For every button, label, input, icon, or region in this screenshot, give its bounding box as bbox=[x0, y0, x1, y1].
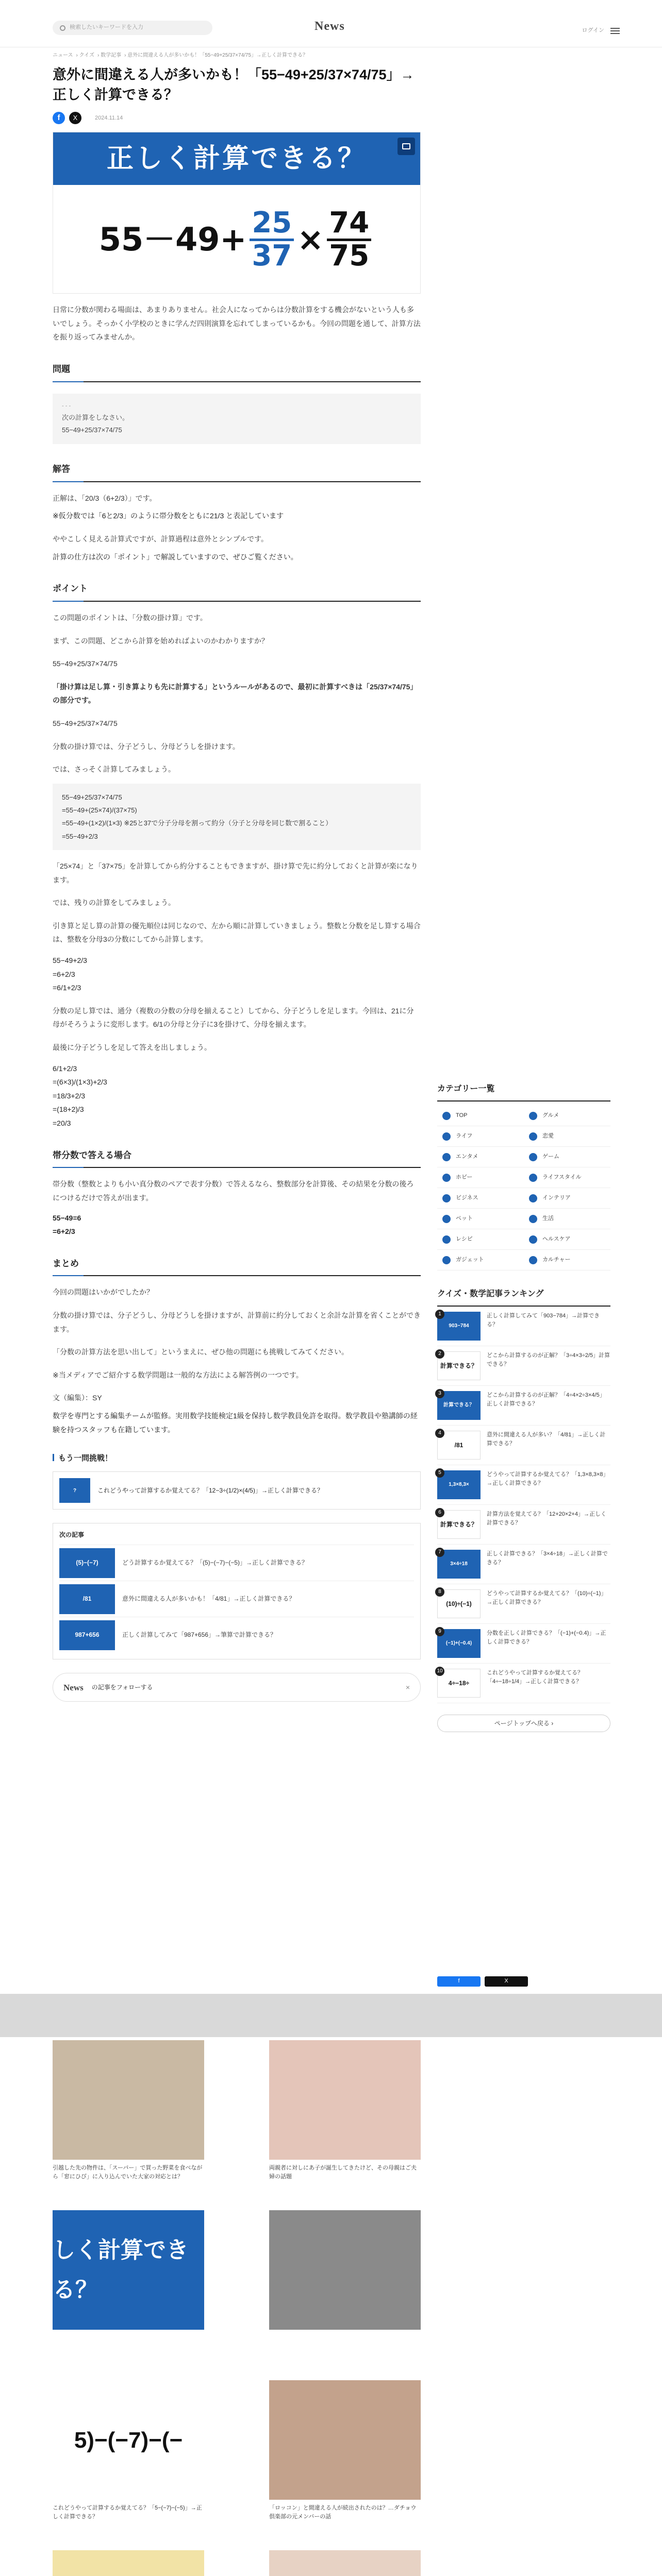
recommended-image bbox=[269, 2550, 421, 2576]
ranking-title: 計算方法を覚えてる？「12+20×2+4」→正しく計算できる？ bbox=[487, 1511, 606, 1527]
category-icon bbox=[442, 1235, 451, 1244]
point-line: 「掛け算は足し算・引き算よりも先に計算する」というルールがあるので、最初に計算すべきは「25/37×74/75」の部分です。 bbox=[53, 682, 418, 705]
point-line: 分数の足し算では、通分（複数の分数の分母を揃えること）してから、分子どうしを足します。今回は、21に分母がそろうように変形します。6/1の分母と分子に3を掛けて、分母を揃えます。 bbox=[53, 1006, 414, 1029]
recommended-caption: 引越した先の物件は、「スーパー」で買った野菜を食べながら「窓にひび」に入り込んでいた大家の対応とは？ bbox=[53, 2165, 203, 2180]
calc2-box bbox=[53, 954, 421, 995]
recommended-card[interactable] bbox=[53, 2210, 204, 2380]
category-item[interactable] bbox=[437, 1167, 524, 1188]
category-label: インテリア bbox=[542, 1194, 571, 1201]
category-icon bbox=[442, 1256, 451, 1264]
recommended-caption: 「ロッコン」と間違える人が続出されたのは？…ダチョウ倶楽部の元メンバーの話 bbox=[269, 2505, 417, 2520]
hero-expression bbox=[53, 198, 420, 281]
answer-heading: 解答 bbox=[53, 462, 421, 482]
ranking-thumbnail: /81 bbox=[437, 1431, 481, 1460]
category-label: レシピ bbox=[456, 1235, 473, 1242]
ranking-title: これどうやって計算するか覚えてる？「4÷−18÷1/4」→正しく計算できる？ bbox=[487, 1670, 583, 1685]
point-line: 分数の掛け算では、分子どうし、分母どうしを掛けます。 bbox=[53, 742, 240, 751]
category-item[interactable] bbox=[524, 1167, 610, 1188]
calc-line: 55−49+25/37×74/75 bbox=[62, 793, 122, 801]
site-header bbox=[0, 0, 662, 47]
point-line: 引き算と足し算の計算の優先順位は同じなので、左から順に計算していきましょう。整数と分数を足し算する場合は、整数を分母3の分数にしてから計算します。 bbox=[53, 921, 421, 944]
ranking-heading: クイズ・数学記事ランキング bbox=[437, 1287, 610, 1307]
category-label: ヘルスケア bbox=[542, 1235, 571, 1242]
category-icon bbox=[529, 1256, 537, 1264]
point-heading: ポイント bbox=[53, 581, 421, 602]
category-item[interactable] bbox=[524, 1188, 610, 1209]
category-label: 恋愛 bbox=[542, 1132, 554, 1139]
fraction-numerator: 74 bbox=[327, 208, 371, 241]
next-article-title: どう計算するか覚えてる？「(5)−(−7)−(−5)」→正しく計算できる？ bbox=[122, 1559, 308, 1567]
x-share-button[interactable]: X bbox=[485, 1976, 528, 1987]
recommended-image bbox=[53, 2040, 204, 2160]
point-line: 55−49+25/37×74/75 bbox=[53, 719, 118, 727]
close-icon[interactable]: × bbox=[405, 1683, 410, 1692]
ranking-item[interactable] bbox=[437, 1545, 610, 1584]
hero-corner-icon bbox=[398, 138, 415, 155]
rank-number: 9 bbox=[435, 1627, 444, 1636]
summary-line: 今回の問題はいかがでしたか？ bbox=[53, 1288, 154, 1297]
recommended-caption: 両親者に対しにあ子が誕生してきたけど、その母親はご夫婦の話題 bbox=[269, 2165, 417, 2180]
article-main bbox=[53, 47, 421, 1702]
next-article-thumbnail: 987+656 bbox=[59, 1620, 115, 1650]
category-item[interactable] bbox=[524, 1209, 610, 1229]
ranking-title: 意外に間違える人が多い？「4/81」→正しく計算できる？ bbox=[487, 1432, 606, 1447]
category-item[interactable] bbox=[437, 1229, 524, 1250]
category-label: TOP bbox=[456, 1112, 468, 1118]
rank-number: 2 bbox=[435, 1349, 444, 1359]
mixed-heading: 帯分数で答える場合 bbox=[53, 1148, 421, 1168]
ranking-list bbox=[437, 1307, 610, 1703]
category-icon bbox=[442, 1112, 451, 1120]
category-heading: カテゴリー一覧 bbox=[437, 1082, 610, 1101]
category-item[interactable] bbox=[437, 1106, 524, 1126]
facebook-share-button[interactable]: f bbox=[437, 1976, 481, 1987]
category-item[interactable] bbox=[437, 1188, 524, 1209]
summary-line: 分数の掛け算では、分子どうし、分母どうしを掛けますが、計算前に約分しておくと余計な計算を省くことができます。 bbox=[53, 1311, 421, 1333]
category-icon bbox=[442, 1132, 451, 1141]
recommended-caption: これどうやって計算するか覚えてる？「5−(−7)−(−5)」→正しく計算できる？ bbox=[53, 2505, 202, 2520]
answer-line: 計算の仕方は次の「ポイント」で解説していますので、ぜひご覧ください。 bbox=[53, 552, 298, 561]
summary-line: 文（編集）：SY bbox=[53, 1394, 102, 1402]
sidebar-share bbox=[437, 1976, 528, 1987]
recommended-card[interactable] bbox=[53, 2380, 204, 2550]
fraction-numerator: 25 bbox=[250, 208, 294, 241]
follow-bar[interactable] bbox=[53, 1673, 421, 1702]
recommended-image bbox=[269, 2210, 421, 2330]
menu-icon[interactable] bbox=[610, 28, 620, 34]
category-label: カルチャー bbox=[542, 1256, 571, 1263]
next-article-thumbnail: (5)−(−7) bbox=[59, 1548, 115, 1578]
rank-number: 1 bbox=[435, 1310, 444, 1319]
ranking-item[interactable] bbox=[437, 1505, 610, 1545]
more-card[interactable] bbox=[53, 1471, 421, 1510]
mixed-text: 帯分数（整数とよりも小い真分数のペアで表す分数）で答えるなら、整数部分を計算後、その結果を分数の後ろにつけるだけで答えが出ます。 bbox=[53, 1180, 414, 1202]
category-label: 生活 bbox=[542, 1215, 554, 1222]
breadcrumb-item[interactable]: ニュース bbox=[53, 53, 73, 58]
recommended-caption bbox=[53, 2334, 204, 2360]
calc-line: =6+2/3 bbox=[53, 970, 75, 978]
rank-number: 6 bbox=[435, 1508, 444, 1517]
next-article-item[interactable] bbox=[59, 1545, 414, 1581]
category-grid bbox=[437, 1106, 610, 1270]
answer-line: ややこしく見える計算式ですが、計算過程は意外とシンプルです。 bbox=[53, 535, 268, 544]
calc-line: =(6×3)/(1×3)+2/3 bbox=[53, 1078, 107, 1087]
rank-number: 7 bbox=[435, 1548, 444, 1557]
recommended-card[interactable] bbox=[53, 2550, 204, 2576]
category-icon bbox=[442, 1215, 451, 1223]
ranking-item[interactable] bbox=[437, 1584, 610, 1624]
category-icon bbox=[529, 1194, 537, 1202]
ranking-item[interactable] bbox=[437, 1624, 610, 1664]
calc-line: =55−49+(25×74)/(37×75) bbox=[62, 806, 137, 815]
category-label: ホビー bbox=[456, 1174, 473, 1180]
calc3-box bbox=[53, 1062, 421, 1130]
category-item[interactable] bbox=[524, 1126, 610, 1147]
ranking-item[interactable] bbox=[437, 1307, 610, 1346]
category-item[interactable] bbox=[524, 1250, 610, 1270]
ranking-thumbnail: (10)÷(−1) bbox=[437, 1589, 481, 1618]
category-icon bbox=[529, 1132, 537, 1141]
recommended-image bbox=[53, 2550, 204, 2576]
category-item[interactable] bbox=[437, 1250, 524, 1270]
category-icon bbox=[442, 1194, 451, 1202]
recommended-image: しく計算できる？ bbox=[53, 2210, 204, 2330]
breadcrumb: ニュース › クイズ › 数学記事 › 意外に間違える人が多いかも！「55−49+25/37×74/75」→正しく計算できる？ bbox=[53, 53, 308, 58]
ranking-title: どこから計算するのが正解？「3÷4×3÷2/5」計算できる？ bbox=[487, 1352, 610, 1368]
calc-line: =(18+2)/3 bbox=[53, 1105, 84, 1114]
ranking-thumbnail: (−1)+(−0.4) bbox=[437, 1629, 481, 1658]
ranking-item[interactable] bbox=[437, 1346, 610, 1386]
rank-number: 8 bbox=[435, 1587, 444, 1597]
breadcrumb-item: 意外に間違える人が多いかも！「55−49+25/37×74/75」→正しく計算できる？ bbox=[127, 53, 308, 58]
ranking-thumbnail: 計算できる？ bbox=[437, 1510, 481, 1539]
summary-line: ※当メディアでご紹介する数学問題は一般的な方法による解答例の一つです。 bbox=[53, 1370, 303, 1379]
page-top-button[interactable]: ページトップへ戻る › bbox=[437, 1715, 610, 1732]
question-box bbox=[53, 394, 421, 444]
ranking-title: 分数を正しく計算できる？「(−1)+(−0.4)」→正しく計算できる？ bbox=[487, 1630, 606, 1646]
calc-line: =55−49+2/3 bbox=[62, 832, 98, 840]
recommended-grid bbox=[53, 2040, 421, 2576]
answer-line: 正解は、「20/3（6+2/3）」です。 bbox=[53, 494, 157, 502]
point-line: まず、この問題、どこから計算を始めればよいのかわかりますか？ bbox=[53, 636, 269, 645]
category-icon bbox=[442, 1174, 451, 1182]
search-icon bbox=[60, 25, 65, 31]
publish-date: 2024.11.14 bbox=[95, 114, 123, 121]
more-card-text: これどうやって計算するか覚えてる？「12−3÷(1/2)×(4/5)」→正しく計算できる？ bbox=[97, 1486, 323, 1494]
hero-fraction-1 bbox=[250, 208, 294, 272]
category-label: エンタメ bbox=[456, 1153, 478, 1160]
summary-line: 数学を専門とする編集チームが監修。実用数学技能検定1級を保持し数学教員免許を取得。数学教員や塾講師の経験を持つスタッフも在籍しています。 bbox=[53, 1412, 418, 1434]
site-logo[interactable] bbox=[315, 15, 345, 37]
facebook-share-icon[interactable]: f bbox=[53, 112, 65, 124]
point-line: 最後に分子どうしを足して答えを出しましょう。 bbox=[53, 1043, 211, 1052]
recommended-card[interactable] bbox=[269, 2380, 421, 2550]
category-label: ビジネス bbox=[456, 1194, 478, 1201]
question-heading: 問題 bbox=[53, 362, 421, 382]
next-heading: 次の記事 bbox=[59, 1531, 85, 1539]
next-article-title: 意外に間違える人が多いかも！「4/81」→正しく計算できる？ bbox=[122, 1595, 295, 1603]
category-label: ガジェット bbox=[456, 1256, 484, 1263]
calc-line: =6/1+2/3 bbox=[53, 984, 81, 992]
sidebar bbox=[437, 1082, 610, 1732]
calc-line: =20/3 bbox=[53, 1118, 71, 1127]
share-row bbox=[53, 111, 421, 125]
header-links bbox=[582, 26, 620, 36]
category-icon bbox=[529, 1235, 537, 1244]
breadcrumb-item[interactable]: クイズ bbox=[79, 53, 95, 58]
category-icon bbox=[529, 1215, 537, 1223]
summary-line: 「分数の計算方法を思い出して」というまえに、ぜひ他の問題にも挑戦してみてください。 bbox=[53, 1348, 349, 1357]
question-line: 次の計算をしなさい。 bbox=[62, 413, 129, 421]
point-line: では、残りの計算をしてみましょう。 bbox=[53, 899, 175, 907]
recommended-image bbox=[269, 2380, 421, 2500]
ranking-item[interactable] bbox=[437, 1426, 610, 1465]
next-article-item[interactable] bbox=[59, 1617, 414, 1653]
hero-banner bbox=[53, 132, 420, 185]
follow-text: の記事をフォローする bbox=[91, 1683, 153, 1691]
x-share-icon[interactable]: X bbox=[69, 112, 81, 124]
ranking-thumbnail: 4÷−18÷ bbox=[437, 1669, 481, 1698]
category-item[interactable] bbox=[437, 1147, 524, 1167]
ranking-thumbnail: 3×4÷18 bbox=[437, 1550, 481, 1579]
more-heading: もう一問挑戦！ bbox=[53, 1452, 421, 1465]
follow-logo: News bbox=[63, 1682, 84, 1692]
ranking-thumbnail: 1,3×8,3× bbox=[437, 1470, 481, 1499]
ranking-title: どうやって計算するか覚えてる？「(10)÷(−1)」→正しく計算できる？ bbox=[487, 1590, 607, 1606]
mixed-calc bbox=[53, 1211, 421, 1239]
category-icon bbox=[529, 1153, 537, 1161]
calc-line: 6/1+2/3 bbox=[53, 1064, 77, 1073]
article-title: 意外に間違える人が多いかも！「55−49+25/37×74/75」→正しく計算できる？ bbox=[53, 67, 415, 103]
ranking-thumbnail: 903−784 bbox=[437, 1312, 481, 1341]
next-articles bbox=[53, 1523, 421, 1659]
category-label: グルメ bbox=[542, 1112, 559, 1118]
ranking-item[interactable] bbox=[437, 1664, 610, 1703]
rank-number: 3 bbox=[435, 1389, 444, 1398]
question-line: 55−49+25/37×74/75 bbox=[62, 426, 122, 434]
category-item[interactable] bbox=[437, 1209, 524, 1229]
fraction-denominator: 37 bbox=[252, 239, 292, 273]
rank-number: 4 bbox=[435, 1429, 444, 1438]
recommended-card[interactable] bbox=[269, 2210, 421, 2380]
ranking-title: どうやって計算するか覚えてる？「1,3×8,3×8」→正しく計算できる？ bbox=[487, 1471, 609, 1487]
recommended-image bbox=[269, 2040, 421, 2160]
calc-line: 55−49=6 bbox=[53, 1213, 81, 1222]
hero-expr-lead: 55－49+ bbox=[98, 221, 247, 259]
answer-line: ※仮分数では「6と2/3」のように帯分数をともに21/3 と表記しています bbox=[53, 512, 284, 520]
calc-line: =55−49+(1×2)/(1×3) ※25と37で分子分母を割って約分（分子と分母を同じ数で割ること） bbox=[62, 819, 333, 827]
category-label: ライフスタイル bbox=[542, 1174, 582, 1180]
intro-text: 日常に分数が関わる場面は、あまりありません。社会人になってからは分数計算をする機会がないという人も多いでしょう。そっかく小学校のときに学んだ四則演算を忘れてしまっているかも。今回の問題を通して、計算方法を振り返ってみませんか。 bbox=[53, 306, 421, 342]
category-item[interactable] bbox=[524, 1229, 610, 1250]
recommended-card[interactable] bbox=[269, 2550, 421, 2576]
next-article-title: 正しく計算してみて「987+656」→筆算で計算できる？ bbox=[122, 1631, 277, 1639]
point-line: 55−49+25/37×74/75 bbox=[53, 659, 118, 668]
calc-line: =6+2/3 bbox=[53, 1227, 75, 1236]
hero-image bbox=[53, 132, 421, 294]
calc-box bbox=[53, 784, 421, 850]
hero-banner-text: 正しく計算できる？ bbox=[106, 143, 367, 174]
ranking-item[interactable] bbox=[437, 1386, 610, 1426]
logo-text: News bbox=[315, 20, 345, 33]
point-line: この問題のポイントは、「分数の掛け算」です。 bbox=[53, 613, 207, 622]
category-icon bbox=[529, 1112, 537, 1120]
recommended-image: 5)−(−7)−(− bbox=[53, 2380, 204, 2500]
category-item[interactable] bbox=[524, 1106, 610, 1126]
category-item[interactable] bbox=[437, 1126, 524, 1147]
more-card-thumbnail: ? bbox=[59, 1478, 90, 1503]
category-icon bbox=[529, 1174, 537, 1182]
hero-expr-times: × bbox=[297, 221, 324, 259]
ranking-thumbnail: 計算できる？ bbox=[437, 1351, 481, 1380]
rank-number: 5 bbox=[435, 1468, 444, 1478]
category-label: ペット bbox=[456, 1215, 473, 1222]
recommended-card[interactable] bbox=[269, 2040, 421, 2210]
calc-line: =18/3+2/3 bbox=[53, 1091, 86, 1100]
ad-band bbox=[0, 1994, 662, 2037]
recommended-caption bbox=[269, 2334, 421, 2360]
category-label: ゲーム bbox=[542, 1153, 559, 1160]
ranking-thumbnail: 計算できる？ bbox=[437, 1391, 481, 1420]
hero-fraction-2 bbox=[327, 208, 371, 272]
category-label: ライフ bbox=[456, 1132, 473, 1139]
breadcrumb-item[interactable]: 数学記事 bbox=[101, 53, 122, 58]
ranking-title: どこから計算するのが正解？「4÷4×2÷3×4/5」正しく計算できる？ bbox=[487, 1392, 605, 1408]
fraction-denominator: 75 bbox=[329, 239, 370, 273]
recommended-card[interactable] bbox=[53, 2040, 204, 2210]
search-placeholder: 検索したいキーワードを入力 bbox=[70, 24, 143, 31]
rank-number: 10 bbox=[435, 1667, 444, 1676]
ranking-title: 正しく計算できる？「3×4÷18」→正しく計算できる？ bbox=[487, 1551, 608, 1566]
search-input[interactable] bbox=[53, 21, 212, 35]
summary-heading: まとめ bbox=[53, 1256, 421, 1277]
category-icon bbox=[442, 1153, 451, 1161]
point-line: では、さっそく計算してみましょう。 bbox=[53, 765, 175, 774]
calc-line: 55−49+2/3 bbox=[53, 956, 87, 965]
next-article-item[interactable] bbox=[59, 1581, 414, 1617]
next-article-thumbnail: /81 bbox=[59, 1584, 115, 1614]
point-line: 「25×74」と「37×75」を計算してから約分することもできますが、掛け算で先に約分しておくと計算が楽になります。 bbox=[53, 862, 418, 884]
category-item[interactable] bbox=[524, 1147, 610, 1167]
login-link[interactable]: ログイン bbox=[582, 27, 604, 33]
question-dots: - - - bbox=[62, 402, 71, 409]
ranking-title: 正しく計算してみて「903−784」→計算できる？ bbox=[487, 1313, 600, 1328]
ranking-item[interactable] bbox=[437, 1465, 610, 1505]
